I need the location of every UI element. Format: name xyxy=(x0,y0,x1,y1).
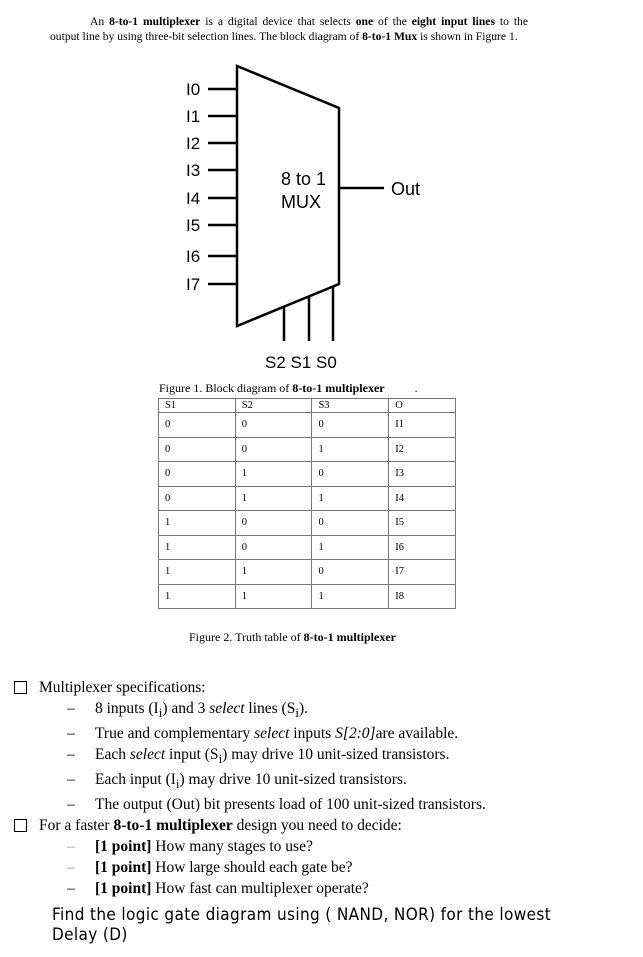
spec-item-text: True and complementary xyxy=(95,725,255,743)
question-text: How large should each gate be? xyxy=(151,859,353,877)
spec-item-text: lines (S xyxy=(244,700,296,717)
input-label-4: I4 xyxy=(186,189,201,208)
cell: 0 xyxy=(312,560,389,585)
cell: 1 xyxy=(312,486,389,511)
design-heading-text: For a faster xyxy=(39,817,114,835)
dash-bullet-icon: – xyxy=(67,700,75,717)
cell: I8 xyxy=(389,584,456,609)
cell: I1 xyxy=(389,413,456,438)
figure2-caption-bold: 8-to-1 multiplexer xyxy=(303,630,396,644)
output-label: Out xyxy=(391,179,421,199)
figure1-caption xyxy=(159,381,418,396)
checkbox-bullet-icon xyxy=(14,819,27,832)
cell: 0 xyxy=(235,511,312,536)
table-row xyxy=(159,413,456,438)
figure1-caption-dot: . xyxy=(414,381,418,395)
dash-bullet-icon: – xyxy=(67,725,75,743)
dash-bullet-icon: – xyxy=(67,880,75,898)
intro-bold-1: 8-to-1 multiplexer xyxy=(109,15,201,28)
cell: 0 xyxy=(159,462,236,487)
intro-text-4: to the output line by using three-bit selection lines. The block diagram of xyxy=(50,15,528,43)
cell: 1 xyxy=(235,486,312,511)
spec-item xyxy=(14,794,634,815)
cell: 0 xyxy=(235,535,312,560)
question-item xyxy=(14,878,634,899)
dash-bullet-icon: – xyxy=(67,859,75,877)
spec-item-text: ) may drive 10 unit-sized transistors. xyxy=(179,771,407,789)
specifications-section xyxy=(14,677,634,899)
input-label-3: I3 xyxy=(186,161,201,180)
cell: I4 xyxy=(389,486,456,511)
input-label-2: I2 xyxy=(186,134,201,153)
spec-item-text: input (S xyxy=(165,746,219,764)
input-lines xyxy=(208,89,237,284)
select-labels: S2 S1 S0 xyxy=(265,353,337,372)
spec-item-subscript: i xyxy=(295,705,299,721)
mux-block-diagram xyxy=(0,0,643,380)
cell: 0 xyxy=(235,437,312,462)
spec-item-text: Each xyxy=(95,746,130,764)
question-item xyxy=(14,836,634,857)
cell: 1 xyxy=(159,560,236,585)
mux-label-line2: MUX xyxy=(281,192,321,212)
cell: I7 xyxy=(389,560,456,585)
intro-text-2: is a digital device that selects xyxy=(200,15,356,28)
figure2-caption xyxy=(189,630,396,645)
cell: 0 xyxy=(159,437,236,462)
spec-heading: Multiplexer specifications: xyxy=(39,679,206,696)
dash-bullet-icon: – xyxy=(67,796,75,814)
input-label-7: I7 xyxy=(186,275,201,294)
question-points: [1 point] xyxy=(95,838,152,856)
table-row xyxy=(159,511,456,536)
spec-item xyxy=(14,744,634,769)
spec-item-italic: select xyxy=(254,725,290,743)
checkbox-bullet-icon xyxy=(14,681,27,694)
input-labels xyxy=(186,80,200,294)
header-s1: S1 xyxy=(159,399,236,413)
spec-item-text: The output (Out) bit presents load of 100 unit-sized transistors. xyxy=(95,796,486,814)
dash-bullet-icon: – xyxy=(67,838,75,856)
cell: I3 xyxy=(389,462,456,487)
design-heading-bullet xyxy=(14,815,634,836)
spec-item-text: ) may drive 10 unit-sized transistors. xyxy=(222,746,450,764)
cell: 1 xyxy=(312,437,389,462)
mux-label-line1: 8 to 1 xyxy=(281,169,327,189)
spec-item-italic: S[2:0] xyxy=(335,725,376,743)
cell: 0 xyxy=(159,486,236,511)
spec-item-italic: select xyxy=(129,746,166,764)
question-points: [1 point] xyxy=(95,859,152,877)
dash-bullet-icon: – xyxy=(67,771,75,789)
spec-item-text: ) and 3 xyxy=(162,700,210,717)
cell: 0 xyxy=(312,462,389,487)
intro-text-1: An xyxy=(90,15,110,28)
figure1-caption-bold: 8-to-1 multiplexer xyxy=(292,381,385,395)
spec-item-subscript: i xyxy=(175,776,180,792)
design-heading-text: design you need to decide: xyxy=(232,817,402,835)
intro-bold-2: one xyxy=(355,15,374,28)
figure1-caption-text: Figure 1. Block diagram of xyxy=(159,381,293,395)
spec-item xyxy=(14,769,634,794)
intro-text-5: is shown in Figure 1. xyxy=(417,30,518,43)
spec-item xyxy=(14,698,634,723)
input-label-1: I1 xyxy=(186,107,201,126)
spec-item-text: Each input (I xyxy=(95,771,176,789)
question-text: How fast can multiplexer operate? xyxy=(151,880,369,898)
question-item xyxy=(14,857,634,878)
spec-heading-bullet xyxy=(14,677,634,698)
table-row xyxy=(159,560,456,585)
cell: 1 xyxy=(235,560,312,585)
table-row xyxy=(159,535,456,560)
input-label-0: I0 xyxy=(186,80,201,99)
truth-table-header xyxy=(159,399,456,413)
table-row xyxy=(159,584,456,609)
spec-item-text: 8 inputs (I xyxy=(95,700,159,717)
question-points: [1 point] xyxy=(95,880,152,898)
cell: 0 xyxy=(235,413,312,438)
spec-item-text: inputs xyxy=(289,725,336,743)
cell: 1 xyxy=(235,584,312,609)
spec-item-subscript: i xyxy=(158,705,163,721)
table-row xyxy=(159,462,456,487)
cell: 1 xyxy=(312,584,389,609)
cell: 1 xyxy=(159,511,236,536)
input-label-5: I5 xyxy=(186,216,201,235)
input-label-6: I6 xyxy=(186,247,201,266)
spec-item-text: ). xyxy=(298,700,308,717)
cell: 1 xyxy=(159,535,236,560)
truth-table xyxy=(158,398,456,609)
spec-item-subscript: i xyxy=(218,751,223,767)
header-o: O xyxy=(389,399,456,413)
table-row xyxy=(159,437,456,462)
cell: 0 xyxy=(312,413,389,438)
cell: I6 xyxy=(389,535,456,560)
cell: 1 xyxy=(235,462,312,487)
spec-item xyxy=(14,723,634,744)
design-heading-bold: 8-to-1 multiplexer xyxy=(113,817,233,835)
spec-item-text: are available. xyxy=(375,725,459,743)
cell: I5 xyxy=(389,511,456,536)
cell: I2 xyxy=(389,437,456,462)
cell: 0 xyxy=(159,413,236,438)
cell: 1 xyxy=(159,584,236,609)
header-s3: S3 xyxy=(312,399,389,413)
handwritten-note: Find the logic gate diagram using ( NAND, NOR) for the lowest Delay (D) xyxy=(52,905,552,945)
header-s2: S2 xyxy=(235,399,312,413)
dash-bullet-icon: – xyxy=(67,746,75,764)
intro-text-3: of the xyxy=(373,15,412,28)
intro-bold-4: 8-to-1 Mux xyxy=(362,30,418,43)
intro-bold-3: eight input lines xyxy=(411,15,495,28)
question-text: How many stages to use? xyxy=(151,838,313,856)
cell: 1 xyxy=(312,535,389,560)
figure2-caption-text: Figure 2. Truth table of xyxy=(189,630,304,644)
spec-item-italic: select xyxy=(209,700,245,717)
table-row xyxy=(159,486,456,511)
cell: 0 xyxy=(312,511,389,536)
